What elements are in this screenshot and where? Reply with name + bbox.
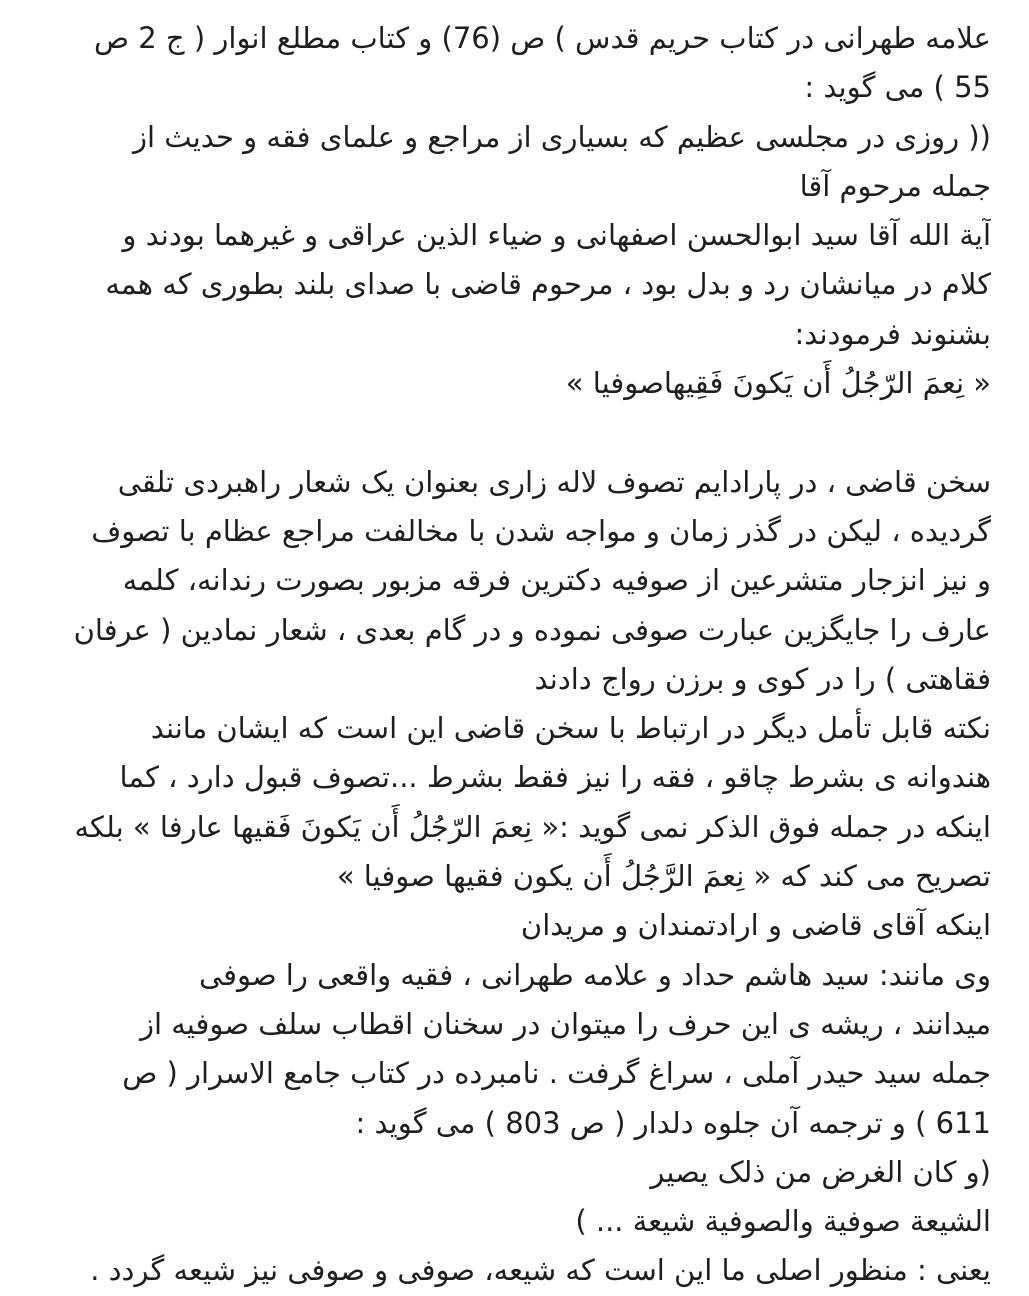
text-line: بشنوند فرمودند: [794,316,991,351]
blank-line [34,408,991,457]
text-line: اینکه در جمله فوق الذکر نمی گوید :« نِعمَ الرّجُلُ أَن یَکونَ فَقیها عارفا » بلکه [74,809,991,844]
text-line: گردیده ، لیکن در گذر زمان و مواجه شدن با مخالفت مراجع عظام با تصوف [91,513,991,548]
quote-line: (و کان الغرض من ذلک یصیر [650,1154,991,1189]
text-line: اینکه آقای قاضی و ارادتمندان و مریدان [520,908,991,943]
text-line: 55 ) می گوید : [804,70,991,105]
text-line: جمله سید حیدر آملی ، سراغ گرفت . نامبرده در کتاب جامع الاسرار ( ص [122,1056,991,1091]
text-line: وی مانند: سید هاشم حداد و علامه طهرانی ، فقیه واقعی را صوفی [198,957,991,992]
text-line: علامه طهرانی در کتاب حریم قدس ) ص (76) و کتاب مطلع انوار ( ج 2 ص [93,21,991,55]
text-line: عارف را جایگزین عبارت صوفی نموده و در گام بعدی ، شعار نمادین ( عرفان [73,612,991,647]
document-text [34,14,991,1296]
text-line: یعنی : منظور اصلی ما این است که شیعه، صوفی و صوفی نیز شیعه گردد . [90,1253,991,1288]
quote-line: الشیعة صوفیة والصوفیة شیعة ... ) [575,1204,991,1239]
text-line: میدانند ، ریشه ی این حرف را میتوان در سخنان اقطاب سلف صوفیه از [139,1006,991,1041]
text-line: هندوانه ی بشرط چاقو ، فقه را نیز فقط بشرط ...تصوف قبول دارد ، کما [119,760,991,795]
text-line: تصریح می کند که « نِعمَ الرَّجُلُ أَن یکون فقیها صوفیا » [336,859,991,894]
quote-line: « نِعمَ الرّجُلُ أَن یَکونَ فَقِیهاصوفیا » [565,366,991,401]
text-line: (( روزی در مجلسی عظیم که بسیاری از مراجع و علمای فقه و حدیث از [132,119,991,154]
text-line: نکته قابل تأمل دیگر در ارتباط با سخن قاضی این است که ایشان مانند [150,711,991,746]
text-line: 611 ) و ترجمه آن جلوه دلدار ( ص 803 ) می گوید : [355,1105,991,1140]
text-line: فقاهتی ) را در کوی و برزن رواج دادند [534,661,991,696]
text-line: سخن قاضی ، در پارادایم تصوف لاله زاری بعنوان یک شعار راهبردی تلقی [117,464,991,499]
text-line: کلام در میانشان رد و بدل بود ، مرحوم قاضی با صدای بلند بطوری که همه [105,267,991,302]
text-line: جمله مرحوم آقا [799,168,991,203]
text-line: و نیز انزجار متشرعین از صوفیه دکترین فرقه مزبور بصورت رندانه، کلمه [122,563,991,598]
text-line: آیة الله آقا سید ابوالحسن اصفهانی و ضیاء الذین عراقی و غیرهما بودند و [122,218,991,253]
